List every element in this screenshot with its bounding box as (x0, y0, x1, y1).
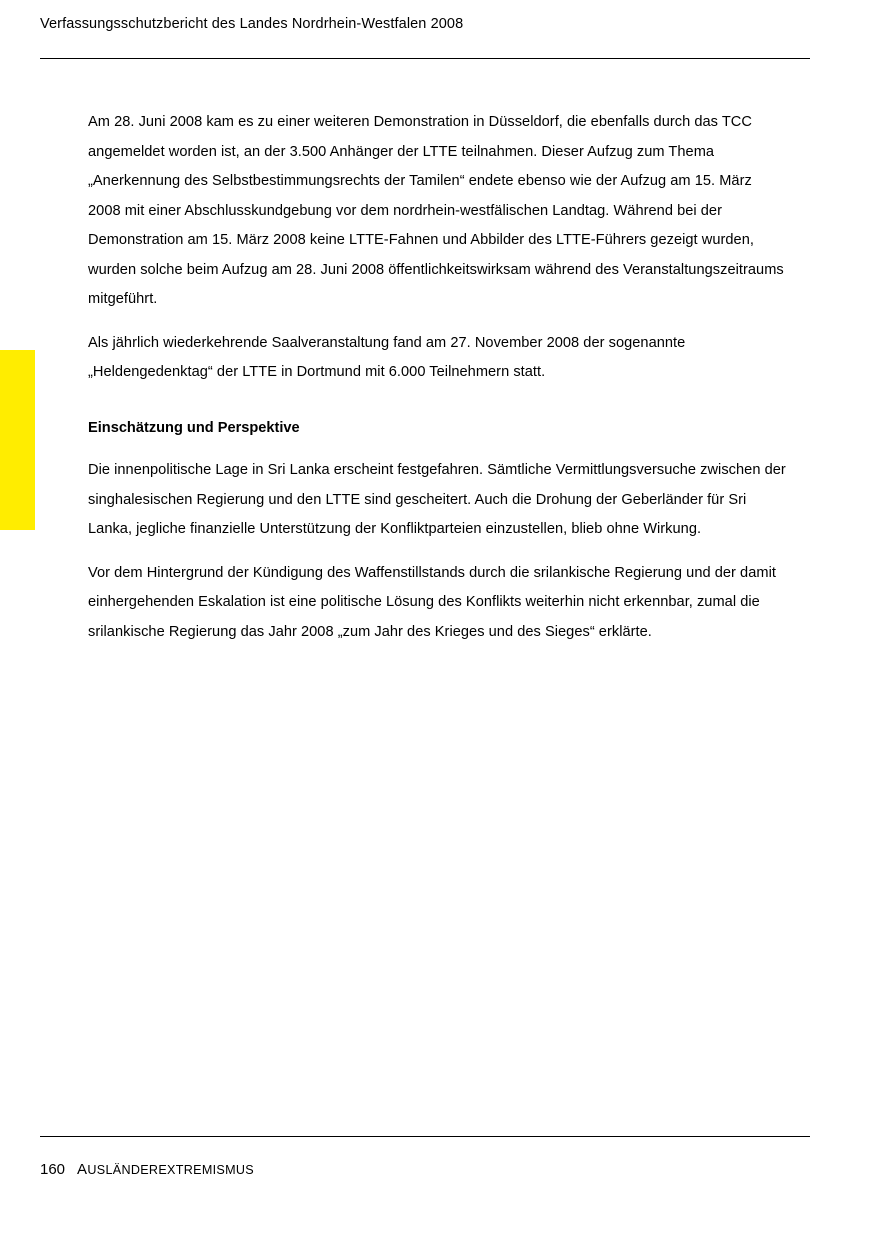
page-content (88, 108, 788, 647)
header-divider (40, 58, 810, 59)
header-title: Verfassungsschutzbericht des Landes Nordrhein-Westfalen 2008 (40, 16, 464, 32)
body-paragraph: Als jährlich wiederkehrende Saalveranstaltung fand am 27. November 2008 der sogenannte „Heldengedenktag“ der LTTE in Dortmund mit 6.000 Teilnehmern statt. (88, 334, 686, 380)
footer-section-label (77, 1160, 254, 1180)
body-paragraph: Vor dem Hintergrund der Kündigung des Waffenstillstands durch die srilankische Regierung und der damit einhergehenden Eskalation ist eine politische Lösung des Konflikts weiterhin nicht erkennbar, zumal die srilankische Regierung das Jahr 2008 „zum Jahr des Krieges und des Sieges“ erklärte. (88, 564, 776, 640)
page-footer (40, 1160, 810, 1180)
section-spacer (88, 388, 788, 414)
chapter-edge-marker (0, 350, 35, 530)
footer-divider (40, 1136, 810, 1137)
page-number: 160 (40, 1161, 66, 1178)
page-header (40, 14, 810, 34)
body-paragraph: Die innenpolitische Lage in Sri Lanka erscheint festgefahren. Sämtliche Vermittlungsversuche zwischen der singhalesischen Regierung und den LTTE sind gescheitert. Auch die Drohung der Geberländer für Sri Lanka, jegliche finanzielle Unterstützung der Konfliktparteien einzustellen, blieb ohne Wirkung. (88, 462, 786, 537)
section-subheading: Einschätzung und Perspektive (88, 419, 300, 436)
footer-section-rest: USLÄNDEREXTREMISMUS (87, 1163, 254, 1177)
body-paragraph: Am 28. Juni 2008 kam es zu einer weiteren Demonstration in Düsseldorf, die ebenfalls durch das TCC angemeldet worden ist, an der 3.500 Anhänger der LTTE teilnahmen. Dieser Aufzug zum Thema „Anerkennung des Selbstbestimmungsrechts der Tamilen“ endete ebenso wie der Aufzug am 15. März 2008 mit einer Abschlusskundgebung vor dem nordrhein-westfälischen Landtag. Während bei der Demonstration am 15. März 2008 keine LTTE-Fahnen und Abbilder des LTTE-Führers gezeigt wurden, wurden solche beim Aufzug am 28. Juni 2008 öffentlichkeitswirksam während des Veranstaltungszeitraums mitgeführt. (88, 114, 784, 307)
footer-section-initial: A (77, 1161, 88, 1178)
